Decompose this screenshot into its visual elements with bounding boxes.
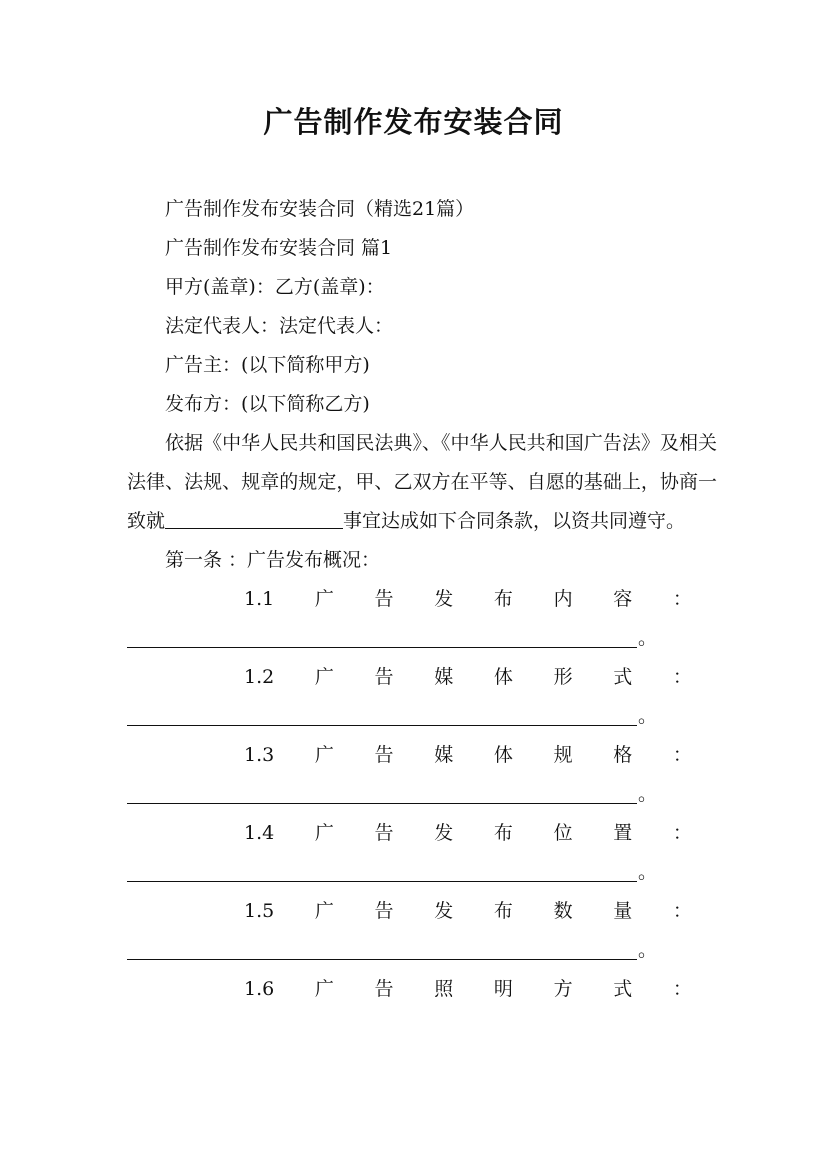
clause-label-char: 明 (493, 978, 513, 1000)
clause-label-char: 数 (553, 900, 573, 922)
document-title: 广告制作发布安装合同 (263, 105, 564, 139)
paragraph-party-seals: 甲方(盖章)：乙方(盖章)： (165, 276, 385, 298)
clause-label-char: 位 (553, 822, 573, 844)
clause-label-char: 发 (434, 588, 454, 610)
document-body (127, 190, 717, 1009)
clause-label-char: 容 (613, 588, 633, 610)
clause-label-char: 告 (374, 666, 394, 688)
clause-fill-line (127, 619, 717, 658)
paragraph-legal-basis (127, 424, 717, 541)
clause-colon: ： (672, 900, 692, 922)
clause-number: 1.1 (244, 588, 275, 610)
clause-end-mark: 。 (638, 627, 658, 649)
clause-label-char: 广 (314, 666, 334, 688)
legal-basis-text: 依据《中华人民共和国民法典》、《中华人民共和国广告法》及相关法律、法规、规章的规定，甲、乙双方在平等、自愿的基础上，协商一致就 (127, 432, 717, 532)
blank-line (127, 959, 637, 960)
clause-fill-line (127, 775, 717, 814)
clause-label-char: 格 (613, 744, 633, 766)
clause-colon: ： (672, 978, 692, 1000)
clause-label-char: 媒 (434, 744, 454, 766)
clause-label-char: 广 (314, 900, 334, 922)
clause-label-char: 量 (613, 900, 633, 922)
clause-label-char: 布 (493, 822, 513, 844)
clause-label-char: 告 (374, 588, 394, 610)
clause-label-char: 照 (434, 978, 454, 1000)
clause-label-char: 体 (493, 744, 513, 766)
clause-item-row (127, 658, 717, 697)
clause-label-char: 广 (314, 588, 334, 610)
clause-end-mark: 。 (638, 861, 658, 883)
clause-number: 1.3 (244, 744, 275, 766)
clause-end-mark: 。 (638, 939, 658, 961)
clause-item-row (127, 736, 717, 775)
clause-label-char: 广 (314, 978, 334, 1000)
clause-end-mark: 。 (638, 783, 658, 805)
paragraph-advertiser: 广告主：(以下简称甲方) (165, 354, 370, 376)
clause-number: 1.6 (244, 978, 275, 1000)
clause-label-char: 告 (374, 822, 394, 844)
clause-colon: ： (672, 666, 692, 688)
clause-label-char: 内 (553, 588, 573, 610)
clause-number: 1.2 (244, 666, 275, 688)
clause-fill-line (127, 697, 717, 736)
paragraph-section-heading: 广告制作发布安装合同 篇1 (165, 237, 393, 259)
clause-label-char: 发 (434, 822, 454, 844)
blank-line (127, 803, 637, 804)
clause-label-char: 媒 (434, 666, 454, 688)
clause-label-char: 形 (553, 666, 573, 688)
clause-label-char: 方 (553, 978, 573, 1000)
clause-colon: ： (672, 744, 692, 766)
clause-colon: ： (672, 822, 692, 844)
clause-item-row (127, 970, 717, 1009)
clause-number: 1.4 (244, 822, 275, 844)
paragraph-subtitle: 广告制作发布安装合同（精选21篇） (165, 198, 475, 220)
clause-label-char: 广 (314, 744, 334, 766)
clause-items (127, 580, 717, 1009)
clause-fill-line (127, 853, 717, 892)
clause-item-row (127, 814, 717, 853)
clause-label-char: 式 (613, 978, 633, 1000)
blank-line (127, 881, 637, 882)
clause-item-row (127, 892, 717, 931)
blank-line (165, 508, 343, 529)
legal-basis-text-end: 事宜达成如下合同条款，以资共同遵守。 (343, 510, 686, 532)
clause-label-char: 告 (374, 900, 394, 922)
clause-label-char: 式 (613, 666, 633, 688)
blank-line (127, 725, 637, 726)
clause-end-mark: 。 (638, 705, 658, 727)
clause-label-char: 告 (374, 978, 394, 1000)
clause-label-char: 发 (434, 900, 454, 922)
clause-label-char: 体 (493, 666, 513, 688)
clause-label-char: 布 (493, 588, 513, 610)
paragraph-publisher: 发布方：(以下简称乙方) (165, 393, 370, 415)
clause-label-char: 广 (314, 822, 334, 844)
clause-label-char: 置 (613, 822, 633, 844)
blank-line (127, 647, 637, 648)
paragraph-legal-reps: 法定代表人：法定代表人： (165, 315, 394, 337)
clause-item-row (127, 580, 717, 619)
clause-label-char: 告 (374, 744, 394, 766)
clause-label-char: 规 (553, 744, 573, 766)
clause-fill-line (127, 931, 717, 970)
clause-number: 1.5 (244, 900, 275, 922)
clause-label-char: 布 (493, 900, 513, 922)
paragraph-article-one: 第一条 ：广告发布概况： (165, 549, 381, 571)
clause-colon: ： (672, 588, 692, 610)
